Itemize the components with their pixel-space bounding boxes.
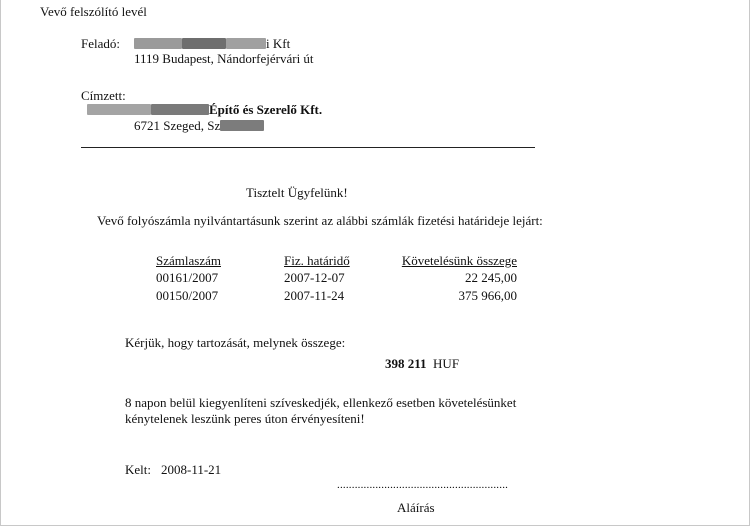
sender-address: 1119 Budapest, Nándorfejérvári út <box>134 51 314 66</box>
sender-label: Feladó: <box>81 36 120 51</box>
total-amount-line <box>385 356 459 372</box>
table-cell-due-date: 2007-11-24 <box>284 288 345 303</box>
total-currency: HUF <box>433 356 460 371</box>
recipient-name-text: Építő és Szerelő Kft. <box>209 102 323 117</box>
table-header-due-date: Fiz. határidő <box>284 253 350 268</box>
recipient-label: Címzett: <box>81 88 126 103</box>
document-title: Vevő felszólító levél <box>40 4 147 19</box>
sender-name <box>134 36 290 52</box>
sender-name-text: i Kft <box>266 36 291 51</box>
table-cell-due-date: 2007-12-07 <box>284 270 345 285</box>
table-cell-invoice-number: 00161/2007 <box>156 270 219 285</box>
intro-text: Vevő folyószámla nyilvántartásunk szerint az alábbi számlák fizetési határideje lejárt: <box>97 213 543 228</box>
date-value: 2008-11-21 <box>161 462 222 477</box>
signature-label: Aláírás <box>397 500 435 515</box>
date-label: Kelt: <box>125 462 151 477</box>
redaction-block <box>220 120 264 131</box>
recipient-address <box>134 118 264 134</box>
table-cell-amount: 375 966,00 <box>458 288 517 303</box>
recipient-address-text: 6721 Szeged, Sz <box>134 118 221 133</box>
redaction-block <box>87 104 151 115</box>
table-header-invoice-number: Számlaszám <box>156 253 221 268</box>
table-cell-amount: 22 245,00 <box>465 270 517 285</box>
request-text: Kérjük, hogy tartozását, melynek összege: <box>125 335 346 350</box>
greeting: Tisztelt Ügyfelünk! <box>246 185 348 200</box>
redaction-block <box>134 38 182 49</box>
table-header-amount: Követelésünk összege <box>401 253 517 268</box>
redaction-block <box>226 38 266 49</box>
closing-line-2: kénytelenek leszünk peres úton érvényesíteni! <box>125 411 365 426</box>
table-cell-invoice-number: 00150/2007 <box>156 288 219 303</box>
header-divider <box>81 147 535 148</box>
signature-line: .......................................................... <box>337 479 509 491</box>
redaction-block <box>151 104 209 115</box>
redaction-block <box>182 38 226 49</box>
total-amount: 398 211 <box>385 356 427 371</box>
closing-line-1: 8 napon belül kiegyenlíteni szíveskedjék, ellenkező esetben követelésünket <box>125 395 517 410</box>
recipient-name <box>87 102 322 118</box>
